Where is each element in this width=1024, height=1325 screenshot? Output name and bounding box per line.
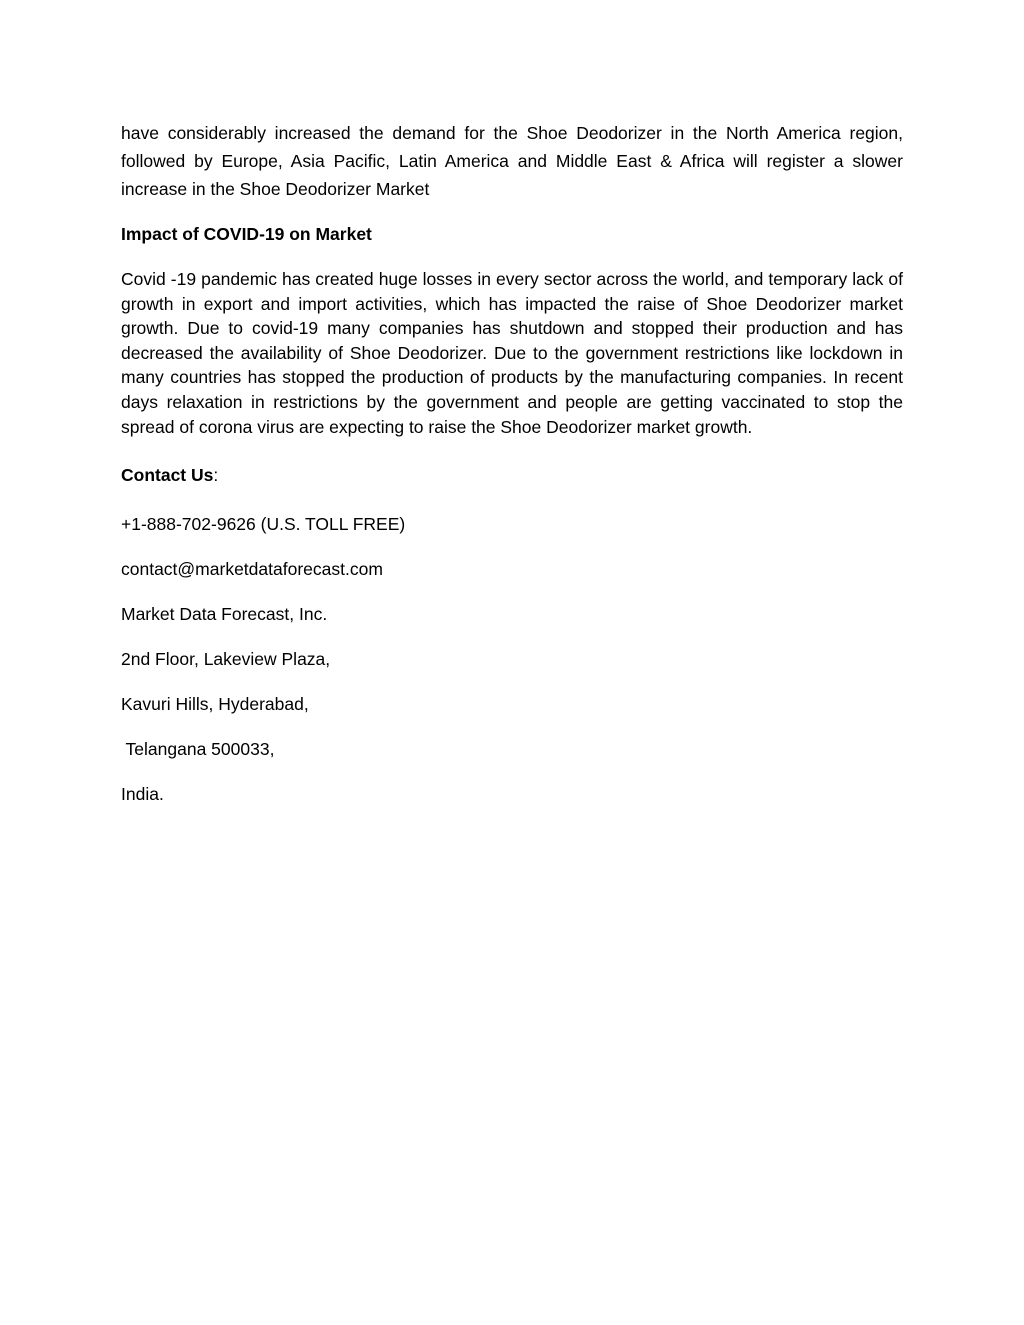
contact-colon: : bbox=[213, 465, 219, 486]
contact-heading bbox=[121, 463, 903, 487]
address-country: India. bbox=[121, 784, 164, 805]
address-line-1: 2nd Floor, Lakeview Plaza, bbox=[121, 649, 331, 670]
contact-email: contact@marketdataforecast.com bbox=[121, 559, 383, 580]
contact-phone: +1-888-702-9626 (U.S. TOLL FREE) bbox=[121, 514, 406, 535]
intro-paragraph: have considerably increased the demand for the Shoe Deodorizer in the North America region, followed by Europe, Asia Pacific, Latin America and Middle East & Africa will register a slower increase in the Shoe Deodorizer Market bbox=[121, 123, 903, 199]
covid-paragraph: Covid -19 pandemic has created huge losses in every sector across the world, and temporary lack of growth in export and import activities, which has impacted the raise of Shoe Deodorizer market growth. Due to covid-19 many companies has shutdown and stopped their production and has decreased the availability of Shoe Deodorizer. Due to the government restrictions like lockdown in many countries has stopped the production of products by the manufacturing companies. In recent days relaxation in restrictions by the government and people are getting vaccinated to stop the spread of corona virus are expecting to raise the Shoe Deodorizer market growth. bbox=[121, 269, 903, 437]
address-line-2: Kavuri Hills, Hyderabad, bbox=[121, 694, 309, 715]
document-page bbox=[121, 119, 903, 806]
address-line-3: Telangana 500033, bbox=[121, 739, 275, 760]
contact-label: Contact Us bbox=[121, 465, 214, 486]
company-name: Market Data Forecast, Inc. bbox=[121, 604, 328, 625]
covid-heading: Impact of COVID-19 on Market bbox=[121, 224, 372, 244]
